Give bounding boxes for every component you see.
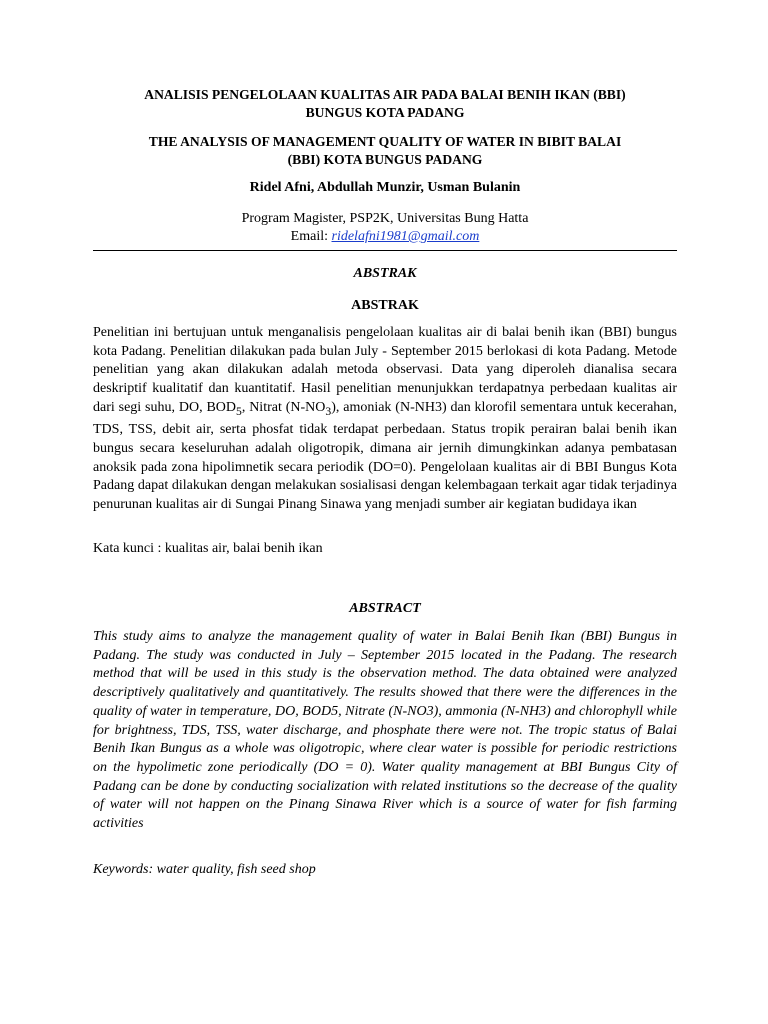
title-english xyxy=(93,133,677,169)
bod-subscript: 5 xyxy=(236,404,242,418)
email-link[interactable]: ridelafni1981@gmail.com xyxy=(331,229,480,244)
affiliation: Program Magister, PSP2K, Universitas Bung Hatta xyxy=(241,211,529,226)
abstrak-body xyxy=(93,324,677,515)
abstract-heading: ABSTRACT xyxy=(349,601,421,616)
email-label: Email: xyxy=(290,229,332,244)
affiliation-block xyxy=(93,210,677,246)
title-indonesian xyxy=(93,86,677,122)
header-divider xyxy=(93,250,677,251)
kata-kunci: Kata kunci : kualitas air, balai benih ikan xyxy=(93,541,323,556)
abstrak-text-part-2: , Nitrat (N-NO xyxy=(241,399,326,415)
title-indonesian-line-2: BUNGUS KOTA PADANG xyxy=(305,105,465,120)
authors: Ridel Afni, Abdullah Munzir, Usman Bulanin xyxy=(249,180,521,195)
abstrak-text-part-1: Penelitian ini bertujuan untuk menganalisis pengelolaan kualitas air di balai benih ikan (BBI) bungus kota Padang. Penelitian dilakukan pada bulan July - September 2015 berlokasi di kota Padang. Metode penelitian yang akan dilakukan adalah metoda observasi. Data yang diperoleh dianalisa secara deskriptif kualitatif dan kuantitatif. Hasil penelitian menunjukkan terdapatnya perbedaan kualitas air dari segi suhu, DO, BOD xyxy=(93,325,677,415)
abstract-keywords: Keywords: water quality, fish seed shop xyxy=(93,862,316,877)
abstrak-heading-italic: ABSTRAK xyxy=(353,266,417,281)
email-line xyxy=(93,228,677,246)
title-english-line-2: (BBI) KOTA BUNGUS PADANG xyxy=(287,152,483,167)
abstract-body: This study aims to analyze the management quality of water in Balai Benih Ikan (BBI) Bungus in Padang. The study was conducted in July – September 2015 located in the Padang. The research method that will be used in this study is the observation method. The data obtained were analyzed descriptively qualitatively and quantitatively. The results showed that there were the differences in the quality of water in temperature, DO, BOD5, Nitrate (N-NO3), ammonia (N-NH3) and chlorophyll while for brightness, TDS, TSS, water discharge, and phosphate there were not. The tropic status of Balai Benih Ikan Bungus as a whole was oligotropic, where clear water is possible for periodic restrictions on the hypolimetic zone periodically (DO = 0). Water quality management at BBI Bungus City of Padang can be done by conducting socialization with related institutions so the decrease of the quality of water will not happen on the Pinang Sinawa River which is a source of water for fish farming activities xyxy=(93,629,677,832)
title-english-line-1: THE ANALYSIS OF MANAGEMENT QUALITY OF WATER IN BIBIT BALAI xyxy=(148,134,622,149)
no3-subscript: 3 xyxy=(325,404,332,418)
abstrak-heading: ABSTRAK xyxy=(351,298,419,313)
title-indonesian-line-1: ANALISIS PENGELOLAAN KUALITAS AIR PADA BALAI BENIH IKAN (BBI) xyxy=(144,87,626,102)
abstrak-text-part-3: ), amoniak (N-NH3) dan klorofil sementara untuk kecerahan, TDS, TSS, debit air, serta phosfat tidak terdapat perbedaan. Status tropik perairan balai benih ikan bungus secara keseluruhan adalah oligotropik, dimana air jernih dimungkinkan adanya pembatasan anoksik pada zona hipolimnetik secara periodik (DO=0). Pengelolaan kualitas air di BBI Bungus Kota Padang dapat dilakukan dengan melakukan sosialisasi dengan kelembagaan terkait agar tidak terjadinya penurunan kualitas air di Sungai Pinang Sinawa yang menjadi sumber air kegiatan budidaya ikan xyxy=(93,399,678,513)
